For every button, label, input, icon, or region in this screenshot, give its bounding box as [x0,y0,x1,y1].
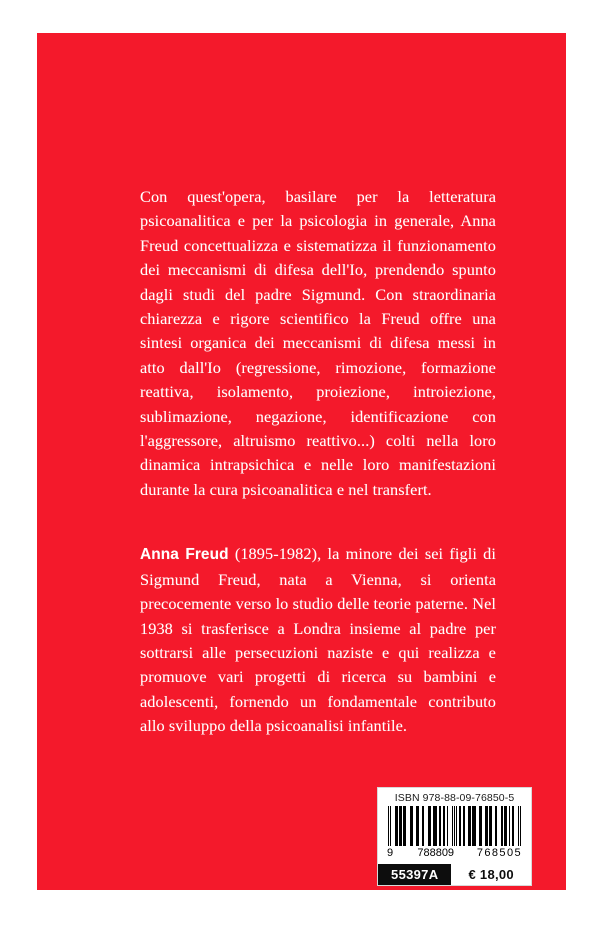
author-biography-text: (1895-1982), la minore dei sei figli di Sigmund Freud, nata a Vienna, si orienta precocemente verso lo studio delle teorie paterne. Nel 1938 si trasferisce a Londra insieme al padre per sottrarsi alle persecuzioni naziste e qui realizza e promuove vari progetti di ricerca su bambini e adolescenti, fornendo un fondamentale contributo allo sviluppo della psicoanalisi infantile. [140,544,496,736]
blurb-paragraph-biography [140,542,496,738]
blurb-text-block [140,185,496,739]
price-label: € 18,00 [451,864,531,885]
barcode-block [377,787,532,886]
ean-right-group: 768505 [476,847,522,859]
ean-first-digit: 9 [387,847,395,859]
isbn-label: ISBN 978-88-09-76850-5 [394,792,515,804]
author-name: Anna Freud [140,546,229,564]
book-back-cover [37,33,566,890]
product-code: 55397A [378,864,451,885]
ean13-digits [378,846,531,863]
ean-left-group: 788809 [417,847,455,859]
blurb-paragraph-description: Con quest'opera, basilare per la letteratura psicoanalitica e per la psicologia in generale, Anna Freud concettualizza e sistematizza il funzionamento dei meccanismi di difesa dell'Io, prendendo spunto dagli studi del padre Sigmund. Con straordinaria chiarezza e rigore scientifico la Freud offre una sintesi organica dei meccanismi di difesa messi in atto dall'Io (regressione, rimozione, formazione reattiva, isolamento, proiezione, introiezione, sublimazione, negazione, identificazione con l'aggressore, altruismo reattivo...) colti nella loro dinamica intrapsichica e nelle loro manifestazioni durante la cura psicoanalitica e nel transfert. [140,187,496,499]
ean13-barcode-icon [388,806,521,846]
price-row [378,863,531,885]
